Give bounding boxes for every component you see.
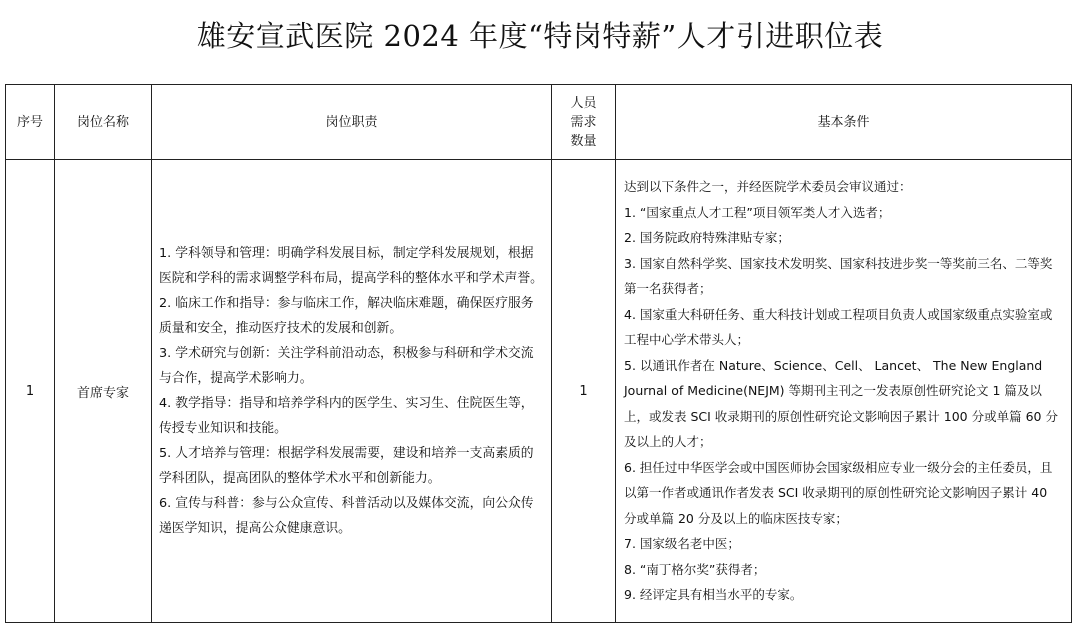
table-header-row [6,85,1072,160]
condition-item: 8. “南丁格尔奖”获得者； [624,561,766,577]
positions-table [5,84,1072,623]
duty-item: 6. 宣传与科普：参与公众宣传、科普活动以及媒体交流，向公众传递医学知识，提高公众健康意识。 [159,496,534,536]
cell-seq: 1 [6,160,55,623]
header-position: 岗位名称 [55,85,152,160]
duty-item: 3. 学术研究与创新：关注学科前沿动态，积极参与科研和学术交流与合作，提高学术影响力。 [159,346,534,386]
conditions-intro: 达到以下条件之一，并经医院学术委员会审议通过： [624,179,912,195]
condition-item: 4. 国家重大科研任务、重大科技计划或工程项目负责人或国家级重点实验室或工程中心学术带头人； [624,306,1053,348]
condition-item: 3. 国家自然科学奖、国家技术发明奖、国家科技进步奖一等奖前三名、二等奖第一名获得者； [624,255,1053,297]
condition-item: 1. “国家重点人才工程”项目领军类人才入选者； [624,204,891,220]
header-count-line: 数量 [570,133,597,149]
header-count [552,85,616,160]
header-seq: 序号 [6,85,55,160]
condition-item: 5. 以通讯作者在 Nature、Science、Cell、 Lancet、 The New England Journal of Medicine(NEJM) 等期刊主刊之一发表原创性研究论文 1 篇及以上，或发表 SCI 收录期刊的原创性研究论文影响因子累计 100 分或单篇 60 分及以上的人才； [624,357,1058,450]
header-count-line: 人员 [570,95,597,111]
header-conditions: 基本条件 [616,85,1072,160]
cell-position: 首席专家 [55,160,152,623]
cell-conditions [616,160,1072,623]
cell-duties [152,160,552,623]
condition-item: 9. 经评定具有相当水平的专家。 [624,587,803,603]
cell-count: 1 [552,160,616,623]
condition-item: 7. 国家级名老中医； [624,536,740,552]
table-row [6,160,1072,623]
duty-item: 2. 临床工作和指导：参与临床工作，解决临床难题，确保医疗服务质量和安全，推动医疗技术的发展和创新。 [159,296,534,336]
header-duties: 岗位职责 [152,85,552,160]
header-count-line: 需求 [570,114,597,130]
page-title: 雄安宣武医院 2024 年度“特岗特薪”人才引进职位表 [196,19,884,53]
condition-item: 2. 国务院政府特殊津贴专家； [624,230,790,246]
condition-item: 6. 担任过中华医学会或中国医师协会国家级相应专业一级分会的主任委员，且以第一作者或通讯作者发表 SCI 收录期刊的原创性研究论文影响因子累计 40 分或单篇 20 分及以上的临床医技专家； [624,459,1053,526]
duty-item: 4. 教学指导：指导和培养学科内的医学生、实习生、住院医生等，传授专业知识和技能。 [159,396,534,436]
duty-item: 5. 人才培养与管理：根据学科发展需要，建设和培养一支高素质的学科团队，提高团队的整体学术水平和创新能力。 [159,446,534,486]
duty-item: 1. 学科领导和管理：明确学科发展目标，制定学科发展规划，根据医院和学科的需求调整学科布局，提高学科的整体水平和学术声誉。 [159,246,543,286]
